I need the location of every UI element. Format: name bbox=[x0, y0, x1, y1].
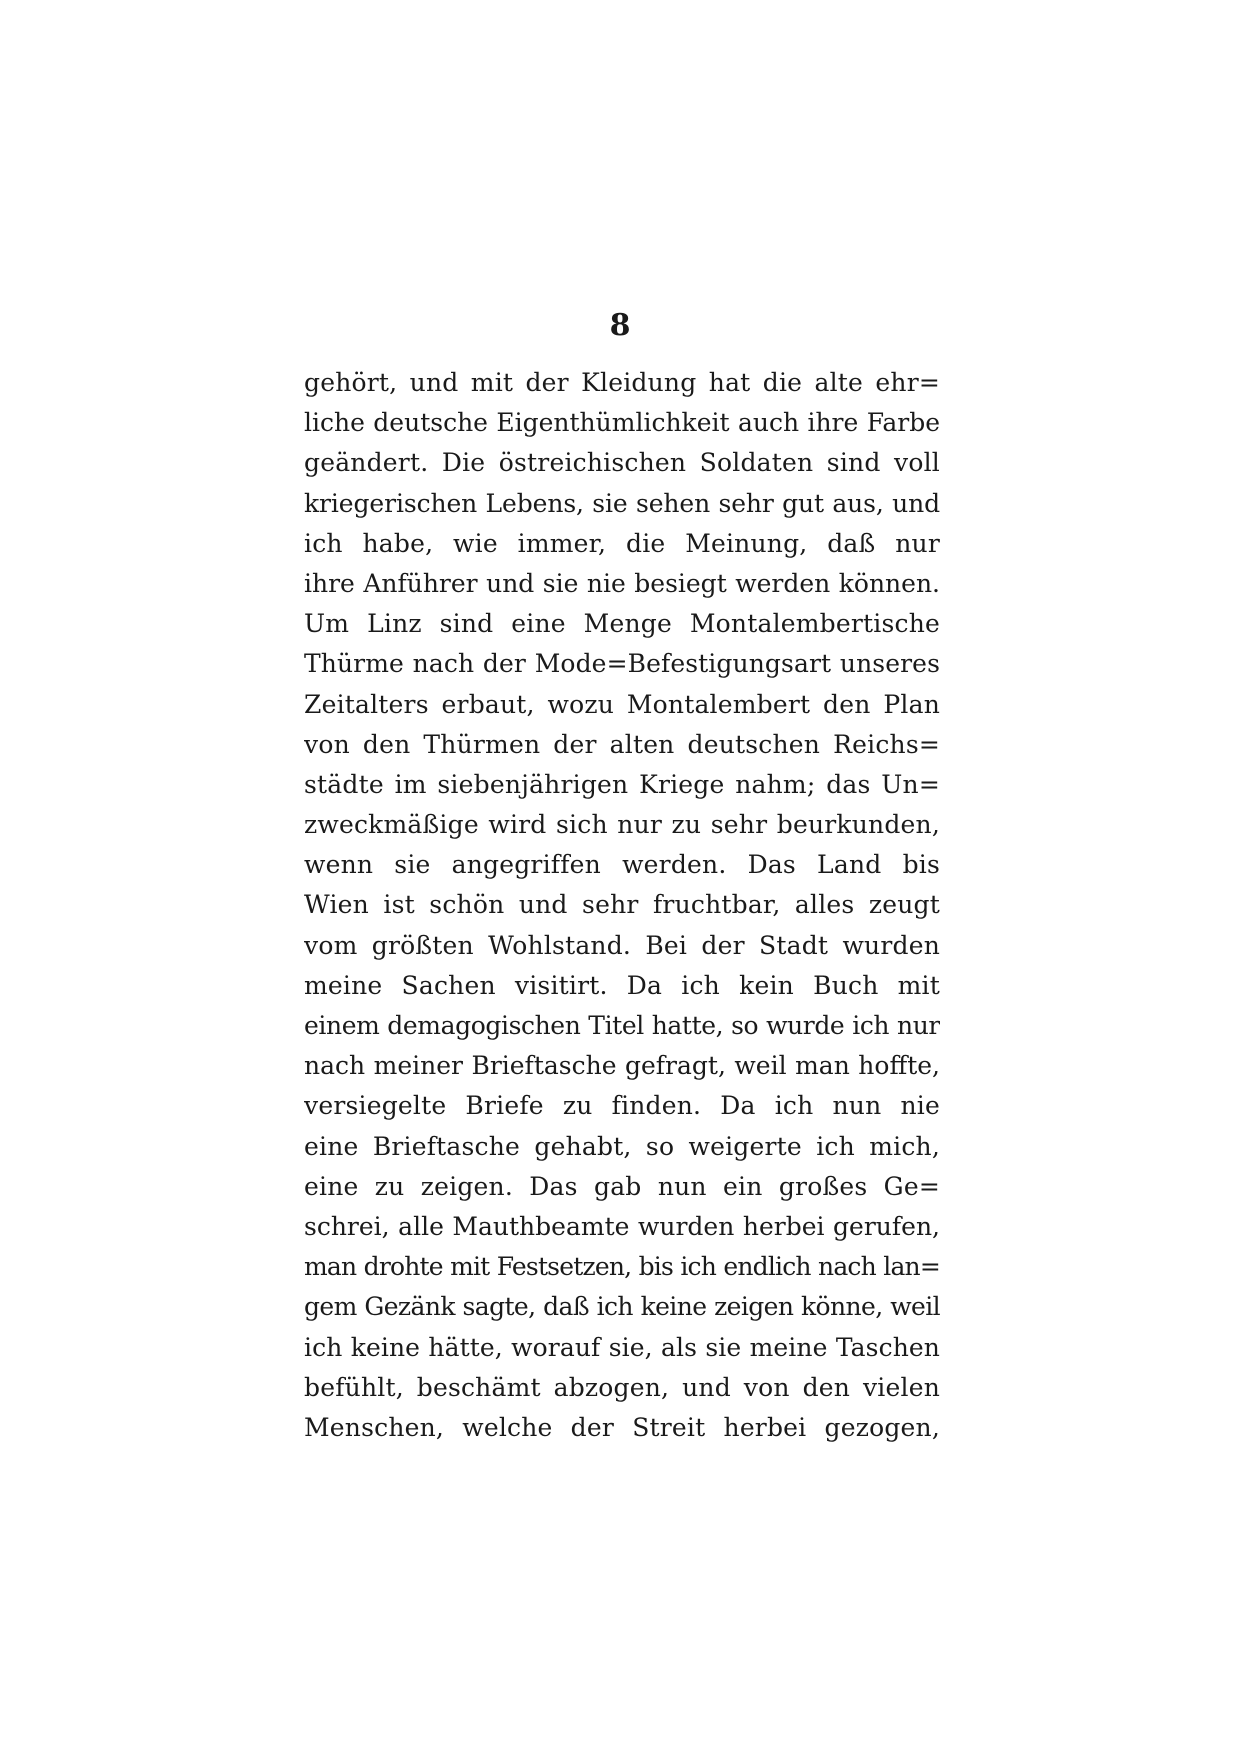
text-line: geändert. Die östreichischen Soldaten sind voll bbox=[304, 448, 940, 478]
text-line: Menschen, welche der Streit herbei gezogen, bbox=[304, 1412, 940, 1442]
text-line: liche deutsche Eigenthümlichkeit auch ihre Farbe bbox=[304, 408, 940, 438]
text-line: von den Thürmen der alten deutschen Reichs= bbox=[304, 729, 940, 759]
text-line: gem Gezänk sagte, daß ich keine zeigen könne, weil bbox=[304, 1292, 940, 1322]
body-text bbox=[304, 363, 940, 1448]
page-number: 8 bbox=[609, 308, 632, 343]
text-line: versiegelte Briefe zu finden. Da ich nun nie bbox=[304, 1091, 940, 1121]
text-line: wenn sie angegriffen werden. Das Land bis bbox=[304, 850, 940, 880]
text-line: Zeitalters erbaut, wozu Montalembert den Plan bbox=[304, 689, 940, 719]
text-line: Um Linz sind eine Menge Montalembertische bbox=[304, 609, 940, 639]
text-line: eine Brieftasche gehabt, so weigerte ich mich, bbox=[304, 1131, 940, 1161]
text-line: Wien ist schön und sehr fruchtbar, alles zeugt bbox=[304, 890, 940, 920]
text-line: kriegerischen Lebens, sie sehen sehr gut aus, und bbox=[304, 488, 940, 518]
text-line: Thürme nach der Mode=Befestigungsart unseres bbox=[304, 649, 940, 679]
text-line: ihre Anführer und sie nie besiegt werden können. bbox=[304, 568, 940, 598]
text-line: zweckmäßige wird sich nur zu sehr beurkunden, bbox=[304, 810, 940, 840]
text-line: man drohte mit Festsetzen, bis ich endlich nach lan= bbox=[304, 1252, 940, 1282]
text-line: gehört, und mit der Kleidung hat die alte ehr= bbox=[304, 368, 940, 397]
text-line: vom größten Wohlstand. Bei der Stadt wurden bbox=[304, 930, 940, 960]
text-line: einem demagogischen Titel hatte, so wurde ich nur bbox=[304, 1011, 940, 1040]
text-line: eine zu zeigen. Das gab nun ein großes Ge= bbox=[304, 1171, 940, 1201]
text-line: befühlt, beschämt abzogen, und von den vielen bbox=[304, 1372, 940, 1402]
text-line: ich keine hätte, worauf sie, als sie meine Taschen bbox=[304, 1332, 940, 1362]
text-line: ich habe, wie immer, die Meinung, daß nur bbox=[304, 528, 940, 558]
text-line: städte im siebenjährigen Kriege nahm; das Un= bbox=[304, 769, 940, 799]
text-line: schrei, alle Mauthbeamte wurden herbei gerufen, bbox=[304, 1211, 940, 1241]
text-line: meine Sachen visitirt. Da ich kein Buch mit bbox=[304, 970, 940, 1000]
text-line: nach meiner Brieftasche gefragt, weil man hoffte, bbox=[304, 1051, 940, 1081]
